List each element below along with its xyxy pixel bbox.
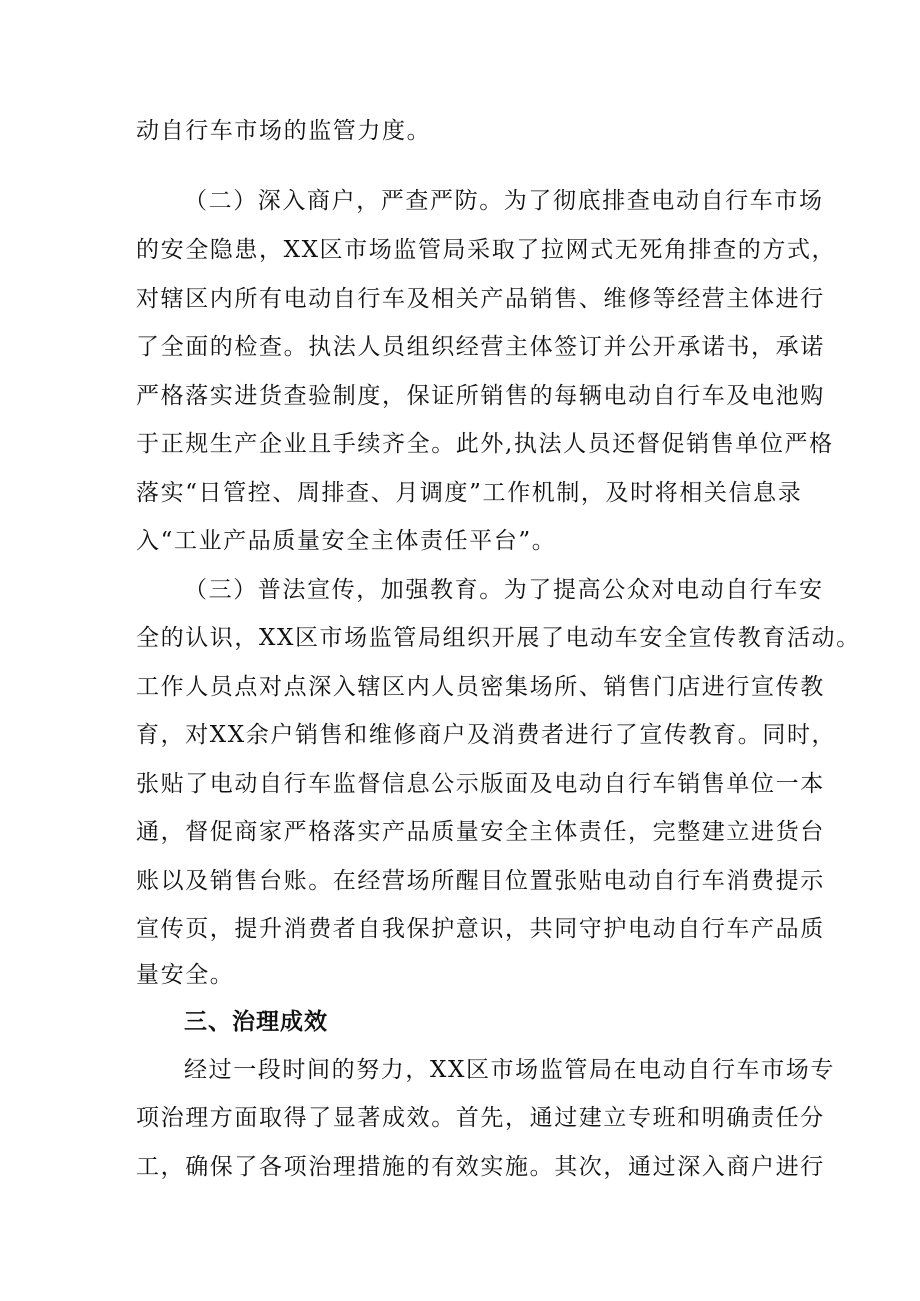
paragraph-2-line-3: 对辖区内所有电动自行车及相关产品销售、维修等经营主体进行 <box>136 286 825 312</box>
paragraph-3-line-5: 张贴了电动自行车监督信息公示版面及电动自行车销售单位一本 <box>136 771 825 797</box>
paragraph-4-line-3: 工，确保了各项治理措施的有效实施。其次，通过深入商户进行 <box>136 1154 825 1180</box>
paragraph-3-line-3: 工作人员点对点深入辖区内人员密集场所、销售门店进行宣传教 <box>136 674 825 700</box>
paragraph-4-line-2: 项治理方面取得了显著成效。首先，通过建立专班和明确责任分 <box>136 1105 825 1131</box>
paragraph-2-line-5: 严格落实进货查验制度，保证所销售的每辆电动自行车及电池购 <box>136 383 825 409</box>
paragraph-2-line-7: 落实“日管控、周排查、月调度”工作机制，及时将相关信息录 <box>136 480 803 506</box>
paragraph-4-line-1: 经过一段时间的努力，XX区市场监管局在电动自行车市场专 <box>184 1057 835 1083</box>
paragraph-2-line-4: 了全面的检查。执法人员组织经营主体签订并公开承诺书，承诺 <box>136 334 825 360</box>
paragraph-2-line-1: （二）深入商户，严查严防。为了彻底排查电动自行车市场 <box>184 188 824 214</box>
paragraph-3-line-4: 育，对XX余户销售和维修商户及消费者进行了宣传教育。同时， <box>136 722 837 748</box>
paragraph-3-line-2: 全的认识，XX区市场监管局组织开展了电动车安全宣传教育活动。 <box>136 625 861 651</box>
paragraph-3-line-8: 宣传页，提升消费者自我保护意识，共同守护电动自行车产品质 <box>136 916 825 942</box>
paragraph-3-line-1: （三）普法宣传，加强教育。为了提高公众对电动自行车安 <box>184 577 824 603</box>
paragraph-2-line-6: 于正规生产企业且手续齐全。此外,执法人员还督促销售单位严格 <box>136 431 834 457</box>
paragraph-3-line-6: 通，督促商家严格落实产品质量安全主体责任，完整建立进货台 <box>136 819 825 845</box>
section-heading: 三、治理成效 <box>184 1009 328 1035</box>
paragraph-3-line-9: 量安全。 <box>136 962 235 988</box>
paragraph-2-line-8: 入“工业产品质量安全主体责任平台”。 <box>136 528 557 554</box>
paragraph-1-line-1: 动自行车市场的监管力度。 <box>136 118 432 144</box>
paragraph-2-line-2: 的安全隐患，XX区市场监管局采取了拉网式无死角排查的方式， <box>136 237 837 263</box>
paragraph-3-line-7: 账以及销售台账。在经营场所醒目位置张贴电动自行车消费提示 <box>136 868 825 894</box>
